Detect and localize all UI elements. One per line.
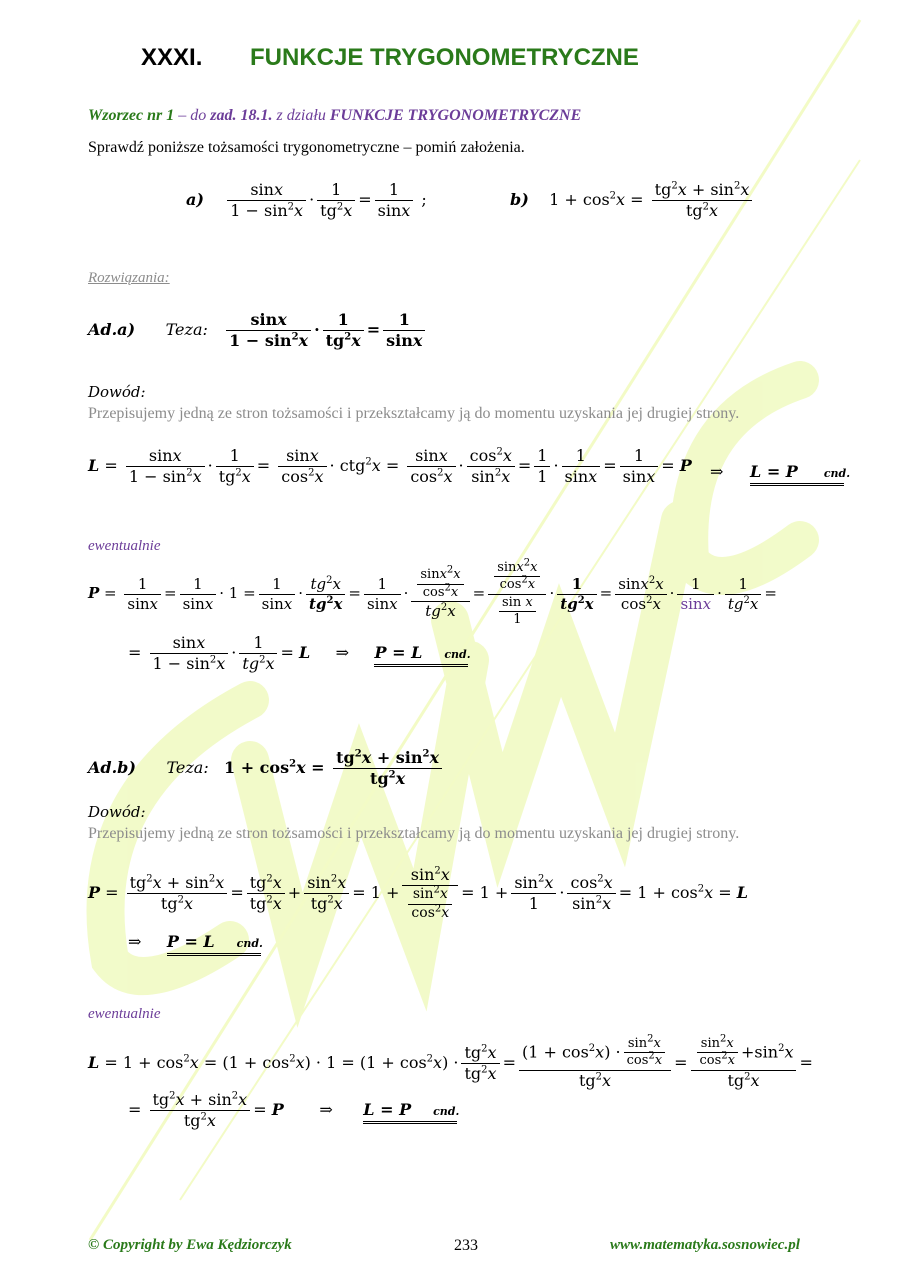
footer-copyright: © Copyright by Ewa Kędziorczyk [88, 1237, 292, 1253]
proof-line-a2: P = $\frac{1}{\sin x}$ = $\frac{1}{\sin x}$ · 1 = $\frac{1}{\sin x}$ · $\frac{tg^2x}{tg^2x}$ = $\frac{1}{\sin x}$ · $\frac{\frac{\sin x^2x}{\cos^2x}}{tg^2x}$ = $\frac{\frac{\sin x^2x}{\cos^2x}}{\frac{\text{sin x}}{1}}$ · $\frac{1}{tg^2x}$ = $\frac{\sin x^2x}{\cos^2x}$ · $\frac{1}{\sin x}$ · $\frac{1}{tg^2x}$ = [88, 557, 777, 627]
proof-label-a: Dowód: [88, 383, 146, 401]
result-pl-a: P = L cnd. [374, 643, 468, 667]
conclusion-b1: ⇒ P = L cnd. [128, 932, 261, 956]
task-a: a) $\frac{\sin x}{1 - \sin^2x}$ · $\frac{1}{tg^2x}$ = $\frac{1}{\sin x}$ ; [186, 180, 427, 220]
task-number: zad. 18.1. [210, 107, 273, 124]
footer-url[interactable]: www.matematyka.sosnowiec.pl [610, 1237, 800, 1253]
alternative-label-b: ewentualnie [88, 1006, 161, 1022]
result-lp-b: L = P cnd. [363, 1100, 457, 1124]
proof-line-b2: $L = 1 + \cos^2x = (1 + \cos^2x) \cdot 1 = (1 + \cos^2x)$ · $\frac{tg^2x}{tg^2x}$ = $(1 + \cos^2x)$ · $\frac{\sin^2x}{\cos^2x}$ $tg^2x$ = $\frac{\sin^2x}{\cos^2x}$ $+\sin^2x$ $tg^2x$ = [88, 1033, 813, 1090]
result-pl-b: P = L cnd. [167, 932, 261, 956]
thesis-b: Ad.b) Teza: $1 + \cos^2x$ = $\frac{tg^2x + \sin^2x}{tg^2x}$ [88, 748, 445, 789]
thesis-a: Ad.a) Teza: $\frac{\sin x}{1 - \sin^2x}$ · $\frac{1}{tg^2x}$ = $\frac{1}{\sin x}$ [88, 310, 428, 351]
proof-note-b: Przepisujemy jedną ze stron tożsamości i przekształcamy ją do momentu uzyskania jej drugiej strony. [88, 825, 740, 842]
chapter-number: XXXI. [141, 44, 203, 71]
pattern-label: Wzorzec nr 1 [88, 107, 175, 124]
alternative-label-a: ewentualnie [88, 538, 161, 554]
conclusion-a1: ⇒ [710, 462, 724, 481]
task-b: b) $1 + \cos^2x$ = $\frac{tg^2x + \sin^2x}{tg^2x}$ [510, 180, 755, 221]
page-number: 233 [454, 1237, 478, 1254]
page-title: FUNKCJE TRYGONOMETRYCZNE [250, 44, 639, 71]
solutions-label: Rozwiązania: [88, 270, 170, 286]
proof-label-b: Dowód: [88, 803, 146, 821]
instruction: Sprawdź poniższe tożsamości trygonometryczne – pomiń założenia. [88, 139, 525, 156]
result-lp-a1: L = P cnd. [750, 462, 844, 486]
proof-line-a3: = $\frac{\sin x}{1 - \sin^2x}$ · $\frac{1}{tg^2x}$ = L ⇒ P = L cnd. [128, 633, 471, 673]
pattern-reference: Wzorzec nr 1 – do zad. 18.1. z działu FUNKCJE TRYGONOMETRYCZNE [88, 107, 582, 124]
proof-note-a: Przepisujemy jedną ze stron tożsamości i przekształcamy ją do momentu uzyskania jej drugiej strony. [88, 405, 740, 422]
proof-line-b1: P = $\frac{tg^2x + \sin^2x}{tg^2x}$ = $\frac{tg^2x}{tg^2x}$ + $\frac{\sin^2x}{tg^2x}$ = 1 + $\frac{\sin^2x}{\frac{\sin^2x}{\cos^2x}}$ = 1 + $\frac{\sin^2x}{1}$ · $\frac{\cos^2x}{\sin^2x}$ = $1 + \cos^2x = L$ [88, 865, 748, 921]
proof-line-b3: = $\frac{tg^2x + \sin^2x}{tg^2x}$ = P ⇒ L = P cnd. [128, 1090, 460, 1130]
proof-line-a1: L = $\frac{\sin x}{1 - \sin^2x}$ · $\frac{1}{tg^2x}$ = $\frac{\sin x}{\cos^2x}$ · ctg$^2$x = $\frac{\sin x}{\cos^2x}$ · $\frac{\cos^2x}{\sin^2x}$ = $\frac{1}{1}$ · $\frac{1}{\sin x}$ = $\frac{1}{\sin x}$ = P [88, 446, 692, 486]
section-name: FUNKCJE TRYGONOMETRYCZNE [329, 107, 582, 124]
